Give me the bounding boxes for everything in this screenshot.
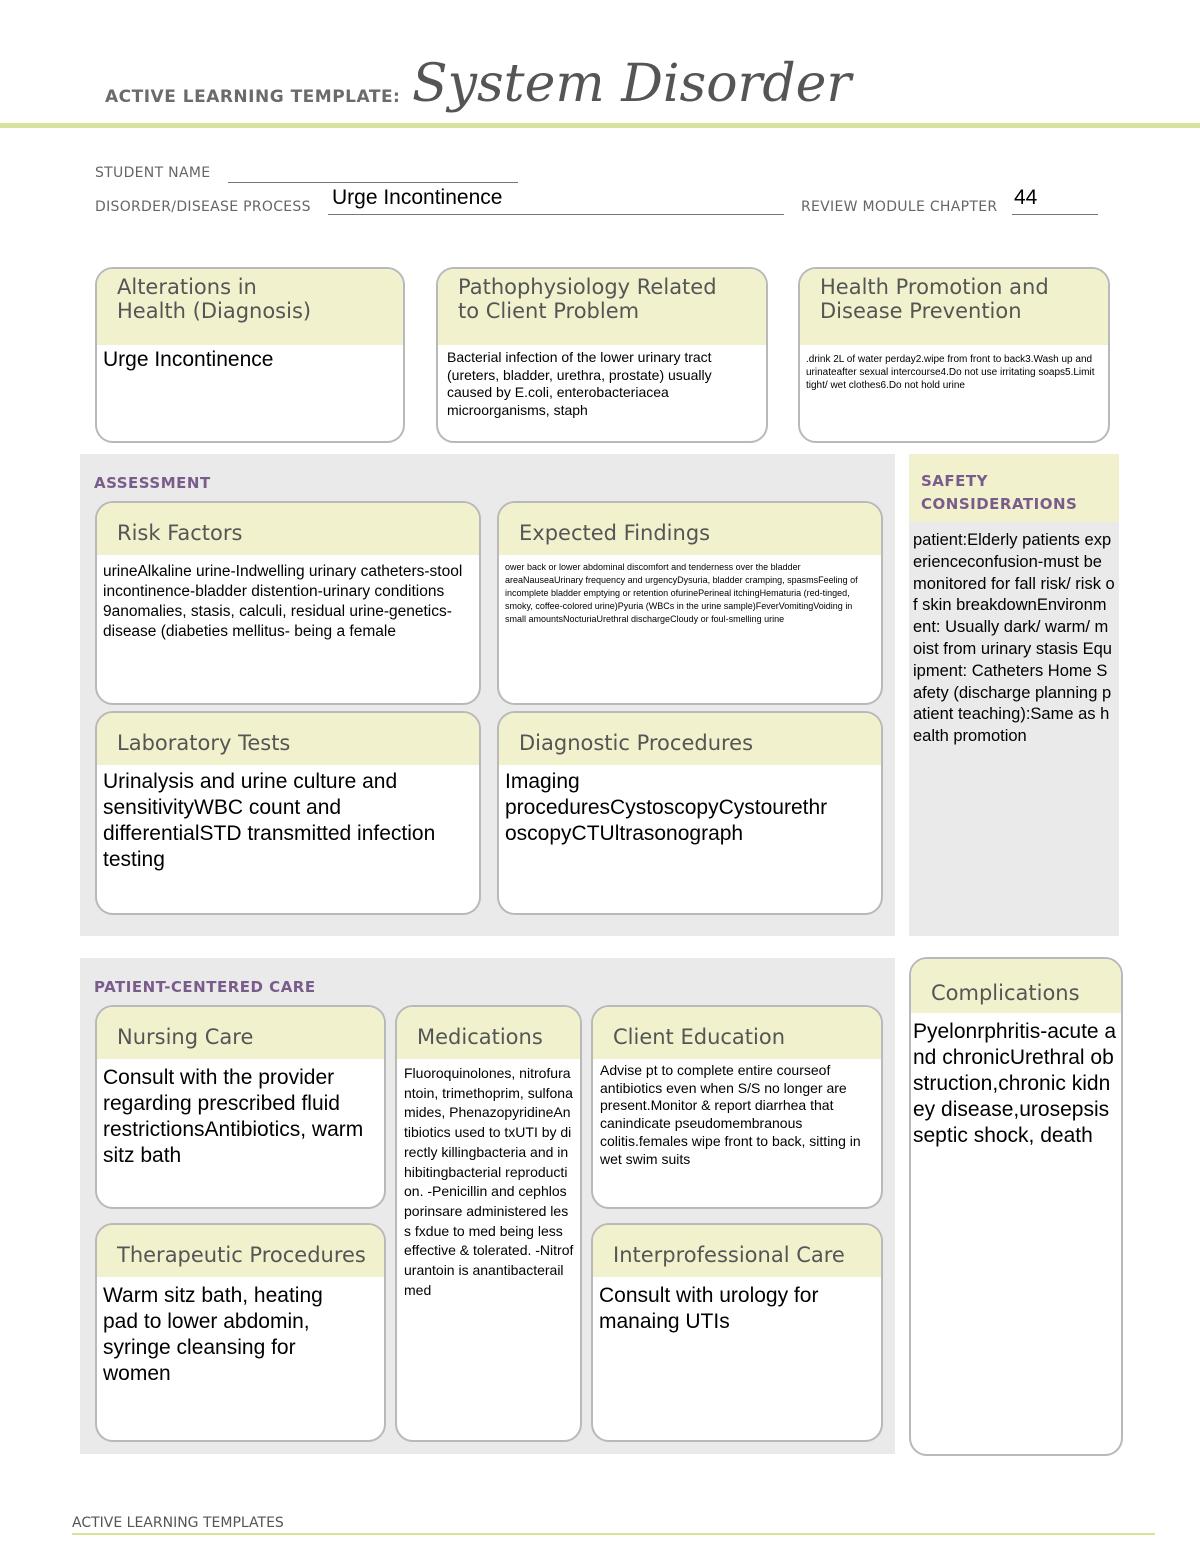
- pathophysiology-body: Bacterial infection of the lower urinary tract (ureters, bladder, urethra, prostate) usually caused by E.coli, enterobacteriacea microorganisms, staph: [447, 349, 712, 418]
- chapter-label: REVIEW MODULE CHAPTER: [801, 199, 998, 215]
- diagnostic-procedures-header: [499, 713, 881, 765]
- alterations-title-line2: Health (Diagnosis): [117, 299, 312, 323]
- diagnostic-procedures-line1: Imaging: [505, 770, 580, 793]
- health-promotion-title-line1: Health Promotion and: [820, 275, 1049, 299]
- risk-factors-box: [95, 501, 481, 705]
- health-promotion-box: [798, 267, 1110, 443]
- assessment-title: ASSESSMENT: [94, 474, 211, 492]
- medications-body: Fluoroquinolones, nitrofurantoin, trimethoprim, sulfonamides, PhenazopyridineAntibiotics used to txUTI by directly killingbacteria and inhibitingbacterial reproduction. -Penicillin and cephlosporinsare administered less fxdue to med being less effective & tolerated. -Nitrofurantoin is anantibacterail med: [404, 1065, 574, 1298]
- safety-body: patient:Elderly patients experienceconfusion-must be monitored for fall risk/ risk of skin breakdownEnvironment: Usually dark/ warm/ moist from urinary stasis Equipment: Catheters Home Safety (discharge planning patient teaching):Same as health promotion: [913, 531, 1115, 746]
- complications-body: Pyelonrphritis-acute and chronicUrethral obstruction,chronic kidney disease,urosepsisseptic shock, death: [913, 1020, 1117, 1147]
- interprofessional-care-header: [593, 1225, 881, 1277]
- medications-header: [397, 1007, 580, 1059]
- complications-title: Complications: [931, 981, 1080, 1005]
- client-education-box: [591, 1005, 883, 1209]
- health-promotion-body: .drink 2L of water perday2.wipe from front to back3.Wash up and urinateafter sexual intercourse4.Do not use irritating soaps5.Limit tight/ wet clothes6.Do not hold urine: [806, 354, 1095, 391]
- diagnostic-procedures-box: [497, 711, 883, 915]
- student-name-field[interactable]: [228, 160, 518, 183]
- interprofessional-care-box: [591, 1223, 883, 1442]
- diagnostic-procedures-line3: oscopyCTUltrasonograph: [505, 822, 744, 845]
- footer-label: ACTIVE LEARNING TEMPLATES: [72, 1515, 284, 1531]
- health-promotion-title-line2: Disease Prevention: [820, 299, 1022, 323]
- nursing-care-body: Consult with the provider regarding prescribed fluid restrictionsAntibiotics, warm sitz bath: [103, 1066, 364, 1167]
- laboratory-tests-box: [95, 711, 481, 915]
- header-rule: [0, 123, 1200, 128]
- chapter-value: 44: [1014, 186, 1038, 209]
- pathophysiology-title-line2: to Client Problem: [458, 299, 640, 323]
- nursing-care-header: [97, 1007, 384, 1059]
- template-label: ACTIVE LEARNING TEMPLATE:: [105, 87, 401, 107]
- alterations-header: [97, 269, 403, 345]
- disorder-label: DISORDER/DISEASE PROCESS: [95, 199, 311, 215]
- expected-findings-box: [497, 501, 883, 705]
- client-education-body: Advise pt to complete entire courseof antibiotics even when S/S no longer are present.Monitor & report diarrhea that canindicate pseudomembranous colitis.females wipe front to back, sitting in wet swim suits: [600, 1062, 861, 1167]
- nursing-care-title: Nursing Care: [117, 1025, 254, 1049]
- risk-factors-body: urineAlkaline urine-Indwelling urinary catheters-stool incontinence-bladder distention-urinary conditions 9anomalies, stasis, calculi, residual urine-genetics-disease (diabeties mellitus- being a female: [103, 563, 463, 640]
- client-education-title: Client Education: [613, 1025, 786, 1049]
- diagnostic-procedures-line2: proceduresCystoscopyCystourethr: [505, 796, 828, 819]
- medications-title: Medications: [417, 1025, 543, 1049]
- laboratory-tests-title: Laboratory Tests: [117, 731, 291, 755]
- laboratory-tests-body: Urinalysis and urine culture and sensitivityWBC count and differentialSTD transmitted infection testing: [103, 770, 436, 871]
- diagnostic-procedures-body: [499, 765, 881, 847]
- expected-findings-body: ower back or lower abdominal discomfort and tenderness over the bladder areaNauseaUrinary frequency and urgencyDysuria, bladder cramping, spasmsFeeling of incomplete bladder emptying or retention ofurinePerineal itchingHematuria (red-tinged, smoky, coffee-colored urine)Pyuria (WBCs in the urine sample)FeverVomitingVoiding in small amountsNocturiaUrethral dischargeCloudy or foul-smelling urine: [505, 562, 858, 624]
- safety-title-line1: SAFETY: [921, 472, 988, 490]
- laboratory-tests-header: [97, 713, 479, 765]
- risk-factors-title: Risk Factors: [117, 521, 243, 545]
- complications-header: [911, 959, 1121, 1013]
- disorder-value: Urge Incontinence: [332, 186, 503, 209]
- chapter-field[interactable]: [1012, 186, 1098, 215]
- safety-section: [909, 454, 1119, 936]
- alterations-box: [95, 267, 405, 443]
- health-promotion-header: [800, 269, 1108, 345]
- template-title: System Disorder: [412, 54, 852, 114]
- risk-factors-header: [97, 503, 479, 555]
- pathophysiology-header: [438, 269, 766, 345]
- therapeutic-procedures-header: [97, 1225, 384, 1277]
- pathophysiology-box: [436, 267, 768, 443]
- interprofessional-care-title: Interprofessional Care: [613, 1243, 845, 1267]
- expected-findings-header: [499, 503, 881, 555]
- medications-box: [395, 1005, 582, 1442]
- disorder-field[interactable]: [328, 186, 784, 215]
- client-education-header: [593, 1007, 881, 1059]
- expected-findings-title: Expected Findings: [519, 521, 711, 545]
- therapeutic-procedures-title: Therapeutic Procedures: [117, 1243, 366, 1267]
- student-name-label: STUDENT NAME: [95, 165, 211, 181]
- complications-box: [909, 957, 1123, 1456]
- footer-rule: [72, 1533, 1155, 1535]
- safety-header: [909, 454, 1119, 522]
- therapeutic-procedures-box: [95, 1223, 386, 1442]
- therapeutic-procedures-body: Warm sitz bath, heating pad to lower abdomin, syringe cleansing for women: [103, 1284, 323, 1385]
- diagnostic-procedures-title: Diagnostic Procedures: [519, 731, 754, 755]
- nursing-care-box: [95, 1005, 386, 1209]
- patient-care-title: PATIENT-CENTERED CARE: [94, 978, 316, 996]
- alterations-body: Urge Incontinence: [103, 348, 274, 371]
- alterations-title-line1: Alterations in: [117, 275, 257, 299]
- safety-title-line2: CONSIDERATIONS: [921, 495, 1078, 513]
- interprofessional-care-body: Consult with urology for manaing UTIs: [599, 1284, 819, 1333]
- pathophysiology-title-line1: Pathophysiology Related: [458, 275, 717, 299]
